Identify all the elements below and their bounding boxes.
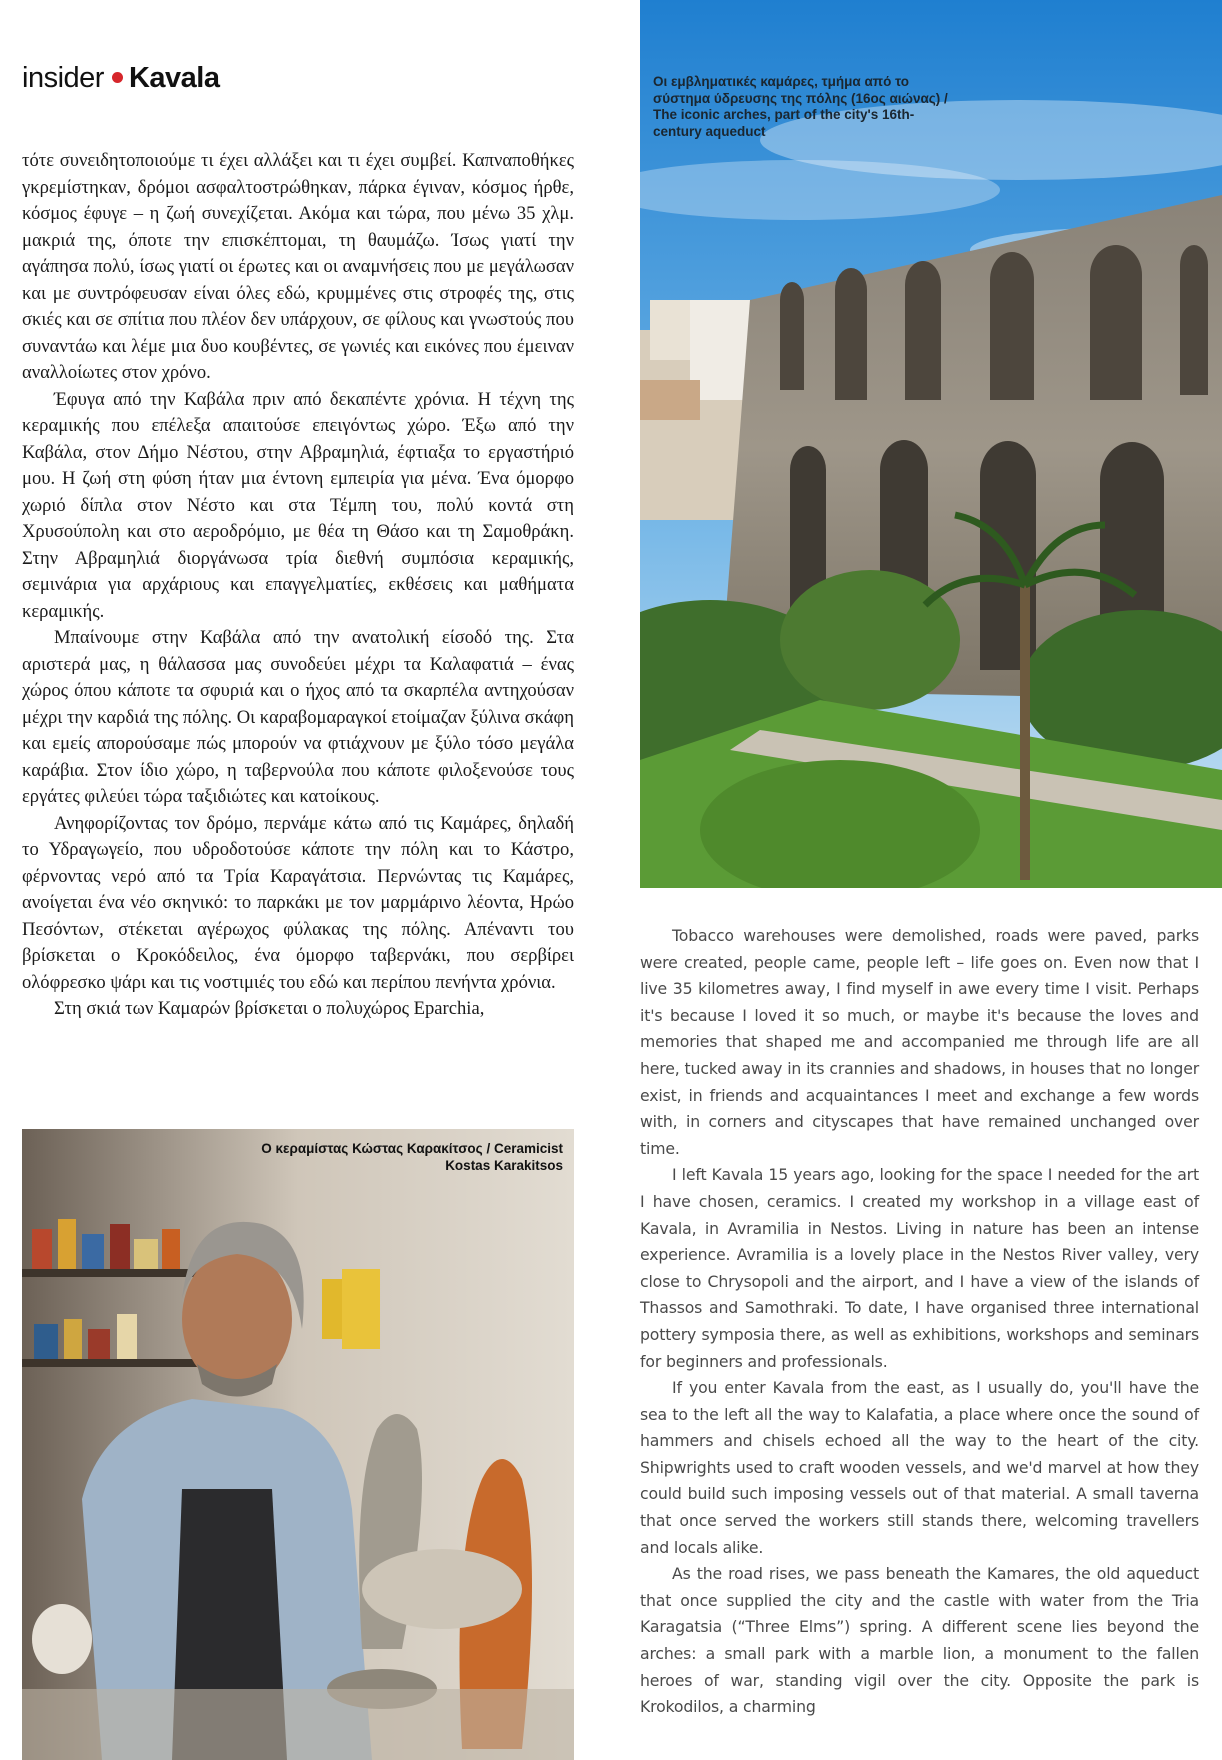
bullet-dot-icon bbox=[112, 72, 123, 83]
greek-paragraph: Μπαίνουμε στην Καβάλα από την ανατολική είσοδό της. Στα αριστερά μας, η θάλασσα μας συνοδεύει μέχρι τα Καλαφατιά – ένας χώρος όπου κάποτε τα σφυριά και ο ήχος από τα σκαρπέλα αντηχούσαν μέχρι την καρδιά της πόλης. Οι καραβομαραγκοί ετοίμαζαν ξύλινα σκάφη και εμείς απορούσαμε πώς μπορούν να φτιάχνουν με ξύλο τόσο μεγάλα καράβια. Στον ίδιο χώρο, η ταβερνούλα που κάποτε φιλοξενούσε τους εργάτες φιλεύει τώρα ταξιδιώτες και κατοίκους. bbox=[22, 627, 575, 807]
greek-paragraph: Έφυγα από την Καβάλα πριν από δεκαπέντε χρόνια. Η τέχνη της κεραμικής που επέλεξα απαιτούσε επειγόντως χώρο. Έξω από την Καβάλα, στον Δήμο Νέστου, στην Αβραμηλιά, έφτιαξα το εργαστήριό μου. Η ζωή στη φύση ήταν μια έντονη εμπειρία για μένα. Ένα όμορφο χωριό δίπλα στον Νέστο και στα Τέμπη του, πολύ κοντά στη Χρυσούπολη και στο αεροδρόμιο, με θέα τη Θάσο και τη Σαμοθράκη. Στην Αβραμηλιά διοργάνωσα τρία διεθνή συμπόσια κεραμικής, σεμινάρια για αρχάριους και επαγγελματίες, εκθέσεις και μαθήματα κεραμικής. bbox=[22, 388, 574, 622]
english-paragraph: As the road rises, we pass beneath the Kamares, the old aqueduct that once supplied the city and the castle with water from the Tria Karagatsia (“Three Elms”) spring. A different scene lies beyond the arches: a small park with a marble lion, a monument to the fallen heroes of war, standing vigil over the city. Opposite the park is Krokodilos, a charming bbox=[640, 1564, 1199, 1717]
english-paragraph: If you enter Kavala from the east, as I usually do, you'll have the sea to the left all the way to Kalafatia, a place where once the sound of hammers and chisels echoed all the way to the heart of the city. Shipwrights used to craft wooden vessels, and we'd marvel at how they could build such imposing vessels out of that material. A small taverna that once served the workers still stands there, welcoming travellers and locals alike. bbox=[640, 1378, 1199, 1557]
greek-paragraph: Ανηφορίζοντας τον δρόμο, περνάμε κάτω από τις Καμάρες, δηλαδή το Υδραγωγείο, που υδροδοτούσε κάποτε την πόλη και το Κάστρο, φέρνοντας νερό από τα Τρία Καραγάτσια. Περνώντας τις Καμάρες, ανοίγεται ένα νέο σκηνικό: το παρκάκι με τον μαρμάρινο λέοντα, Ηρώο Πεσόντων, στέκεται αγέρωχος φύλακας της πόλης. Απέναντι του βρίσκεται ο Κροκόδειλος, ένα όμορφο ταβερνάκι, που σερβίρει ολόφρεσκο ψάρι και τις νοστιμιές του εδώ και περίπου πενήντα χρόνια. bbox=[22, 812, 574, 993]
english-paragraph: I left Kavala 15 years ago, looking for the space I needed for the art I have chosen, ceramics. I created my workshop in a village east of Kavala, in Avramilia in Nestos. Living in nature has been an intense experience. Avramilia is a lovely place in the Nestos River valley, very close to Chrysopoli and the airport, and I have a view of the islands of Thassos and Samothraki. To date, I have organised three international pottery symposia there, as well as exhibitions, workshops and seminars for beginners and professionals. bbox=[640, 1165, 1199, 1371]
greek-paragraph: Στη σκιά των Καμαρών βρίσκεται ο πολυχώρος Eparchia, bbox=[54, 998, 485, 1019]
english-article-column bbox=[640, 923, 1199, 1721]
aqueduct-caption: Οι εμβληματικές καμάρες, τμήμα από το σύστημα ύδρευσης της πόλης (16ος αιώνας) / The iconic arches, part of the city's 16th-century aqueduct bbox=[653, 74, 948, 139]
greek-paragraph: τότε συνειδητοποιούμε τι έχει αλλάξει και τι έχει συμβεί. Καπναποθήκες γκρεμίστηκαν, δρόμοι ασφαλτοστρώθηκαν, πάρκα έγιναν, κόσμος ήρθε, κόσμος έφυγε – η ζωή συνεχίζεται. Ακόμα και τώρα, που μένω 35 χλμ. μακριά της, όποτε την επισκέπτομαι, τη θαυμάζω. Ίσως γιατί την αγάπησα πολύ, ίσως γιατί οι έρωτες και οι αναμνήσεις που με μεγάλωσαν και με συντρόφευσαν είναι όλες εδώ, κρυμμένες στις στροφές της, στις σκιές και σε σπίτια που πλέον δεν υπάρχουν, σε φίλους και γνωστούς που συναντάω και λέμε μια δυο κουβέντες, σε γωνιές και εικόνες που έμειναν αναλλοίωτες στον χρόνο. bbox=[22, 150, 574, 383]
section-header bbox=[22, 58, 219, 98]
greek-article-column bbox=[22, 148, 574, 1023]
magazine-brand: insider bbox=[22, 62, 104, 94]
ceramicist-photo bbox=[22, 1129, 574, 1760]
ceramicist-caption: Ο κεραμίστας Κώστας Καρακίτσος / Ceramicist Kostas Karakitsos bbox=[261, 1141, 563, 1173]
english-paragraph: Tobacco warehouses were demolished, roads were paved, parks were created, people came, people left – life goes on. Even now that I live 35 kilometres away, I find myself in awe every time I visit. Perhaps it's because I loved it so much, or maybe it's because the loves and memories that shaped me and accompanied me through life are all here, tucked away in its crannies and shadows, in houses that no longer exist, in friends and acquaintances I meet and exchange a few words with, in corners and cityscapes that have remained unchanged over time. bbox=[640, 926, 1199, 1158]
section-city: Kavala bbox=[128, 62, 220, 94]
